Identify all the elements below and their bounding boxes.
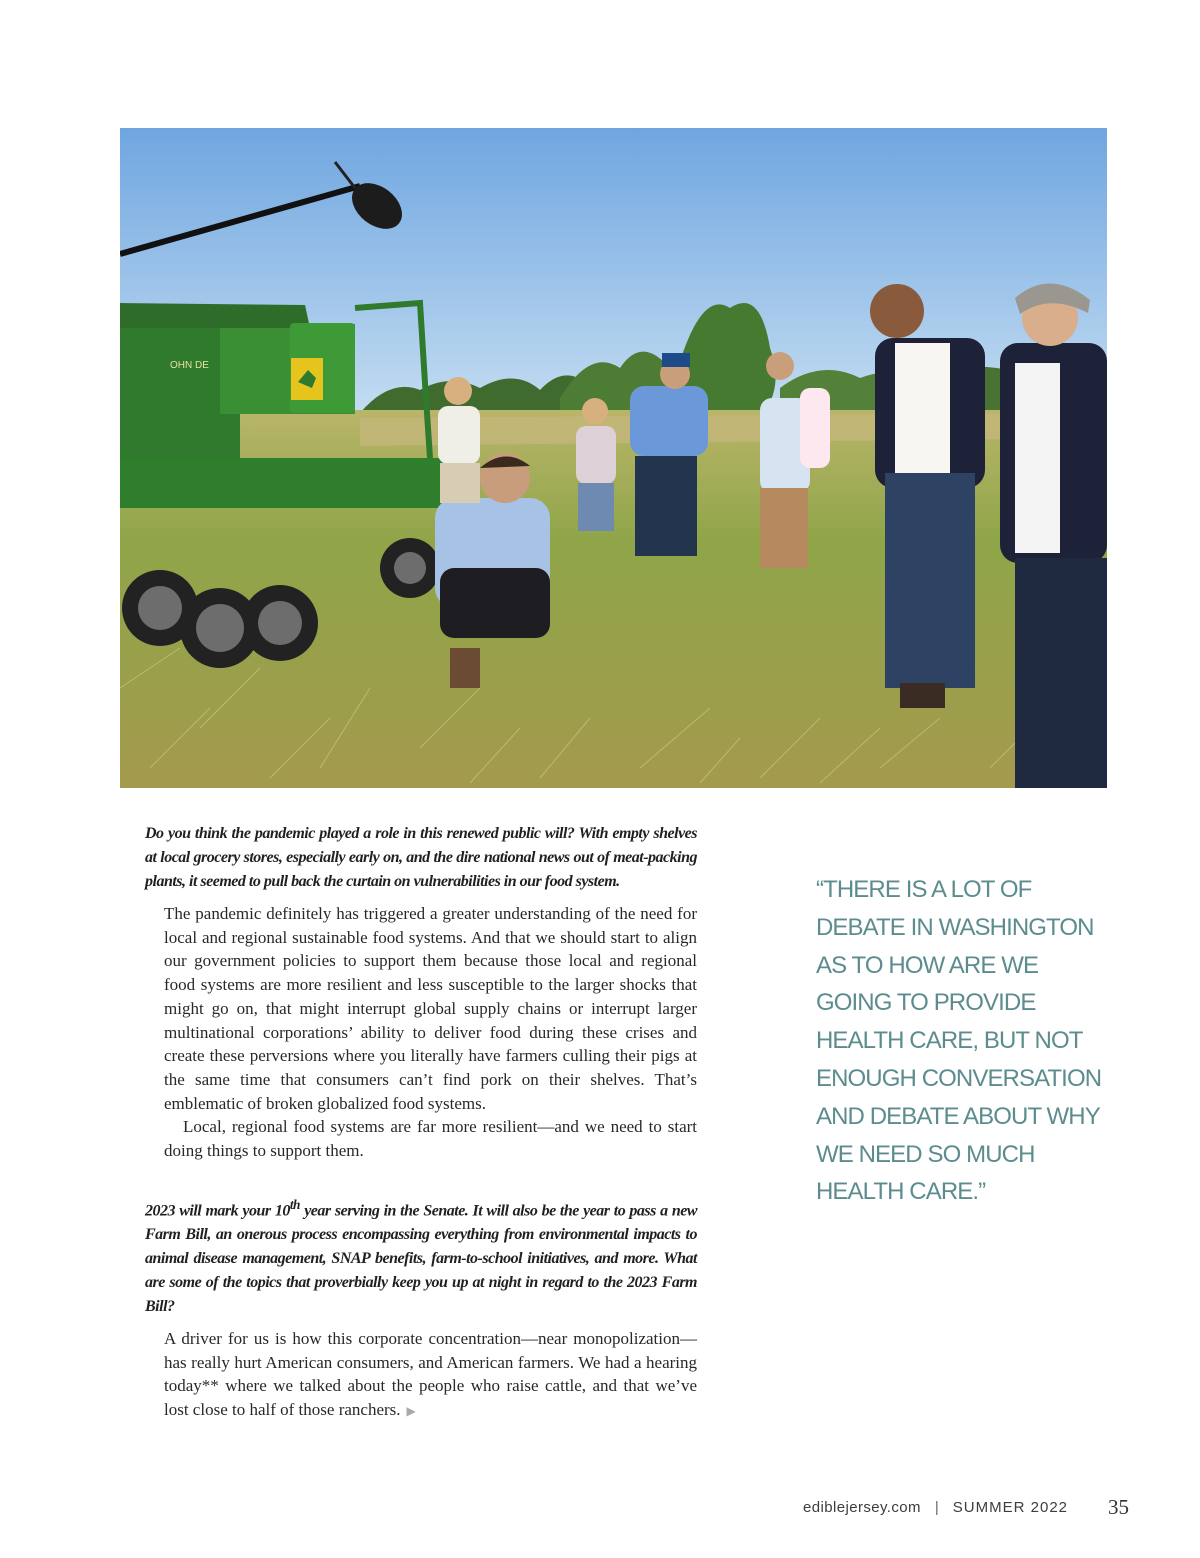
question-text: 2023 will mark your 10 <box>145 1202 290 1220</box>
interview-answer-1 <box>164 902 697 1163</box>
article-body <box>145 822 697 1424</box>
website-url: ediblejersey.com <box>803 1498 921 1516</box>
triangle-right-icon: ▶ <box>406 1404 416 1419</box>
question-text: year serving in the Senate. It will also be the year to pass a new Farm Bill, an onerous process encompassing everything from environmental impacts to animal disease management, SNAP benefits, farm-to-school initiatives, and more. What are some of the topics that proverbially keep you up at night in regard to the 2023 Farm Bill? <box>145 1202 698 1316</box>
page-footer <box>803 1493 1129 1521</box>
pull-quote: “THERE IS A LOT OF DEBATE IN WASHINGTON AS TO HOW ARE WE GOING TO PROVIDE HEALTH CARE, BUT NOT ENOUGH CONVERSATION AND DEBATE ABOUT WHY WE NEED SO MUCH HEALTH CARE.” <box>816 876 1102 1206</box>
tractor-brand-text: OHN DE <box>170 360 209 371</box>
page-number: 35 <box>1108 1494 1129 1519</box>
answer-paragraph: Local, regional food systems are far more resilient—and we need to start doing things to support them. <box>164 1117 697 1161</box>
answer-paragraph <box>164 1327 697 1424</box>
footer-separator: | <box>934 1498 939 1516</box>
answer-text: A driver for us is how this corporate concentration—near monopolization—has really hurt American consumers, and American farmers. We had a hearing today** where we talked about the people who raise cattle, and that we’ve lost close to half of those ranchers. <box>164 1329 697 1420</box>
answer-paragraph: The pandemic definitely has triggered a greater understanding of the need for local and regional sustainable food systems. And that we should start to align our government policies to support them because those local and regional food systems are more resilient and less susceptible to the larger shocks that might go on, that might interrupt global supply chains or interrupt larger multinational corporations’ ability to deliver food during these crises and create these perversions where you literally have farmers culling their pigs at the same time that consumers can’t find pork on their shelves. That’s emblematic of broken globalized food systems. <box>164 904 697 1113</box>
ordinal-suffix: th <box>289 1196 300 1212</box>
issue-label: SUMMER 2022 <box>952 1498 1068 1516</box>
interview-question-1: Do you think the pandemic played a role in this renewed public will? With empty shelves at local grocery stores, especially early on, and the dire national news out of meat-packing plants, it seemed to pull back the curtain on vulnerabilities in our food system. <box>145 825 697 890</box>
interview-question-2 <box>145 1193 697 1319</box>
interview-answer-2 <box>164 1327 697 1424</box>
article-photo <box>120 128 1107 788</box>
